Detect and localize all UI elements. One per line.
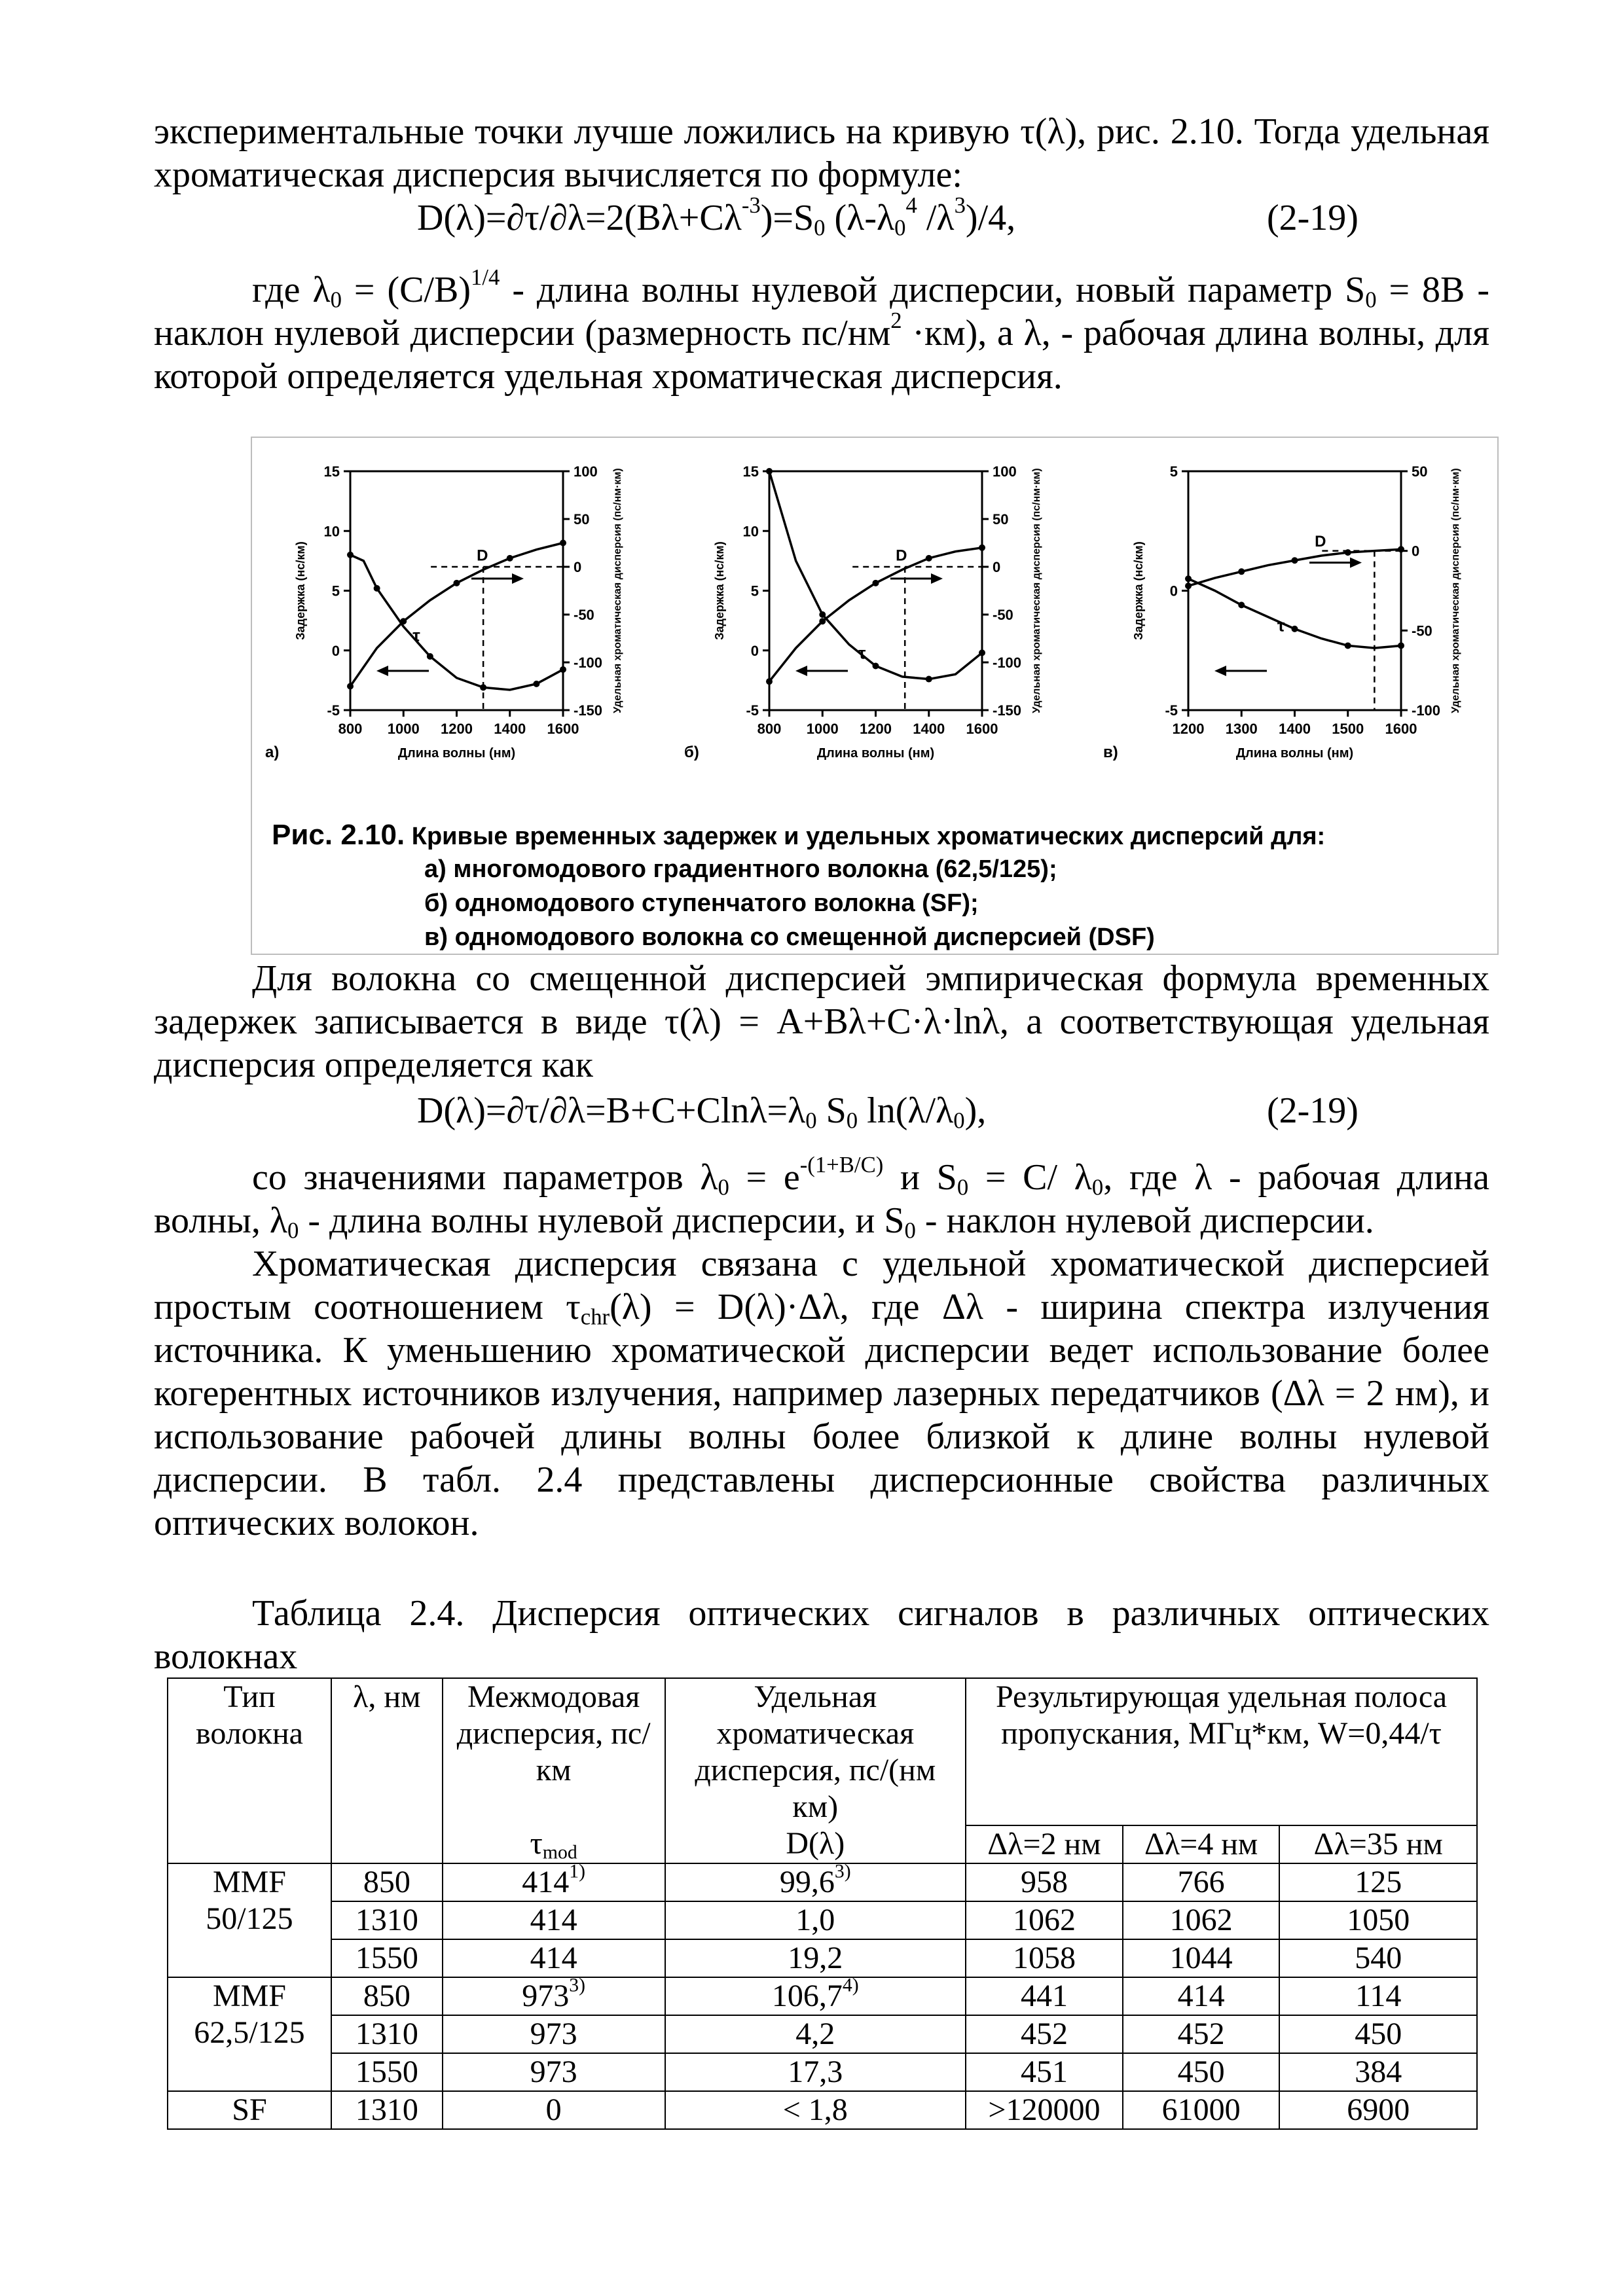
th-bandwidth: Результирующая удельная полоса пропускания, МГц*км, W=0,44/τ xyxy=(966,1678,1477,1825)
data-point xyxy=(560,666,566,673)
data-point xyxy=(979,545,985,551)
cell-w-2nm: 452 xyxy=(966,2015,1123,2053)
equation-2-19-a: $D(\lambda)=\partial\tau/\partial\lambda=2(B\lambda+C\lambda^{-3})=S_0$ ($\lambda-\lambda_0^4$ $/\lambda^3)/4$, xyxy=(417,192,1016,241)
cell-lambda: 1550 xyxy=(331,1939,443,1977)
left-tick-label: 10 xyxy=(323,523,340,540)
left-axis-label: Задержка (нс/км) xyxy=(294,541,307,640)
table-caption: Таблица 2.4. Дисперсия оптических сигналов в различных оптических волокнах xyxy=(154,1593,1489,1677)
arrow-right-head xyxy=(512,573,524,584)
left-axis-label: Задержка (нс/км) xyxy=(1132,541,1145,640)
paragraph-lambda0: где $\lambda_0 = (C/B)^{1/4}$ - длина волны нулевой дисперсии, новый параметр $S_0 = 8B$ - наклон нулевой дисперсии (размерность $пс/нм^2 \cdot км$), а λ, - рабочая длина волны, для которой определяется удельная хроматическая дисперсия. xyxy=(154,264,1489,397)
left-tick-label: 10 xyxy=(742,523,759,540)
cell-lambda: 1310 xyxy=(331,2091,443,2129)
x-tick-label: 1200 xyxy=(860,721,892,737)
cell-chromatic: < 1,8 xyxy=(665,2091,966,2129)
dispersion-table xyxy=(167,1677,1478,2130)
chart-svg-a xyxy=(262,458,655,785)
arrow-left-head xyxy=(376,666,388,676)
right-tick-label: 0 xyxy=(993,559,1001,575)
right-axis-label: Удельная хроматическая дисперсия (пс/нм·км) xyxy=(612,468,623,713)
x-tick-label: 1300 xyxy=(1225,721,1258,737)
series-line-dispersion xyxy=(769,548,982,681)
curve-label-d: D xyxy=(477,547,488,565)
panel-label: в) xyxy=(1103,744,1118,761)
left-tick-label: 5 xyxy=(1169,463,1178,480)
data-point xyxy=(926,676,932,683)
paragraph-chromatic: Хроматическая дисперсия связана с удельной хроматической дисперсией простым соотношением $\tau_{chr}(\lambda) = D(\lambda)\cdot\Delta\lambda$, где Δλ - ширина спектра излучения источника. К уменьшению хроматической дисперсии ведет использование более когерентных источников излучения, например лазерных передатчиков (Δλ = 2 нм), и использование рабочей длины волны более близкой к длине волны нулевой дисперсии. В табл. 2.4 представлены дисперсионные свойства различных оптических волокон. xyxy=(154,1244,1489,1543)
arrow-left-head xyxy=(795,666,807,676)
chart-panel-b xyxy=(681,458,1074,789)
curve-label-d: D xyxy=(1315,532,1326,550)
data-point xyxy=(819,611,826,618)
cell-w-35nm: 114 xyxy=(1279,1977,1477,2015)
cell-w-4nm: 1044 xyxy=(1123,1939,1280,1977)
x-axis-label: Длина волны (нм) xyxy=(397,746,516,761)
th-tau-mod: $\tau_{mod}$ xyxy=(443,1825,665,1863)
x-tick-label: 1000 xyxy=(387,721,420,737)
cell-w-35nm: 384 xyxy=(1279,2053,1477,2091)
right-tick-label: 50 xyxy=(574,511,590,528)
left-tick-label: -5 xyxy=(327,702,340,719)
data-point xyxy=(1185,575,1192,582)
curve-label-tau: τ xyxy=(1277,615,1285,636)
cell-fiber-type: SF xyxy=(168,2091,331,2129)
cell-chromatic: 17,3 xyxy=(665,2053,966,2091)
cell-w-35nm: 125 xyxy=(1279,1863,1477,1901)
right-tick-label: -100 xyxy=(993,655,1022,671)
table-row xyxy=(168,1863,1477,1901)
cell-w-2nm: 1062 xyxy=(966,1901,1123,1939)
cell-w-4nm: 766 xyxy=(1123,1863,1280,1901)
x-tick-label: 1600 xyxy=(1385,721,1417,737)
cell-w-2nm: 441 xyxy=(966,1977,1123,2015)
x-tick-label: 800 xyxy=(338,721,363,737)
arrow-right-head xyxy=(1350,558,1362,568)
cell-w-4nm: 450 xyxy=(1123,2053,1280,2091)
cell-w-2nm: 451 xyxy=(966,2053,1123,2091)
th-dl-2: Δλ=2 нм xyxy=(966,1825,1123,1863)
right-tick-label: 50 xyxy=(1412,463,1428,480)
right-tick-label: -100 xyxy=(1412,702,1441,719)
left-tick-label: -5 xyxy=(746,702,759,719)
cell-lambda: 1550 xyxy=(331,2053,443,2091)
cell-intermodal: 414$^{1)}$ xyxy=(443,1863,665,1901)
right-tick-label: 0 xyxy=(1412,543,1420,560)
data-point xyxy=(454,580,460,586)
right-tick-label: -50 xyxy=(993,607,1013,623)
chart-panel-c xyxy=(1100,458,1493,789)
x-tick-label: 1000 xyxy=(806,721,839,737)
data-point xyxy=(873,580,879,586)
left-tick-label: 0 xyxy=(331,642,340,659)
right-tick-label: 100 xyxy=(993,463,1017,480)
cell-chromatic: 19,2 xyxy=(665,1939,966,1977)
chart-panel-a xyxy=(262,458,655,789)
series-line-delay xyxy=(769,471,982,679)
cell-w-2nm: >120000 xyxy=(966,2091,1123,2129)
plot-area xyxy=(350,471,563,710)
cell-w-4nm: 1062 xyxy=(1123,1901,1280,1939)
data-point xyxy=(347,683,354,690)
data-point xyxy=(1292,557,1298,564)
paragraph-parameters: со значениями параметров $\lambda_0 = e^{-(1+B/C)}$ и $S_0 = C/$ $\lambda_0$, где λ - рабочая длина волны, $\lambda_0$ - длина волны нулевой дисперсии, и $S_0$ - наклон нулевой дисперсии. xyxy=(154,1151,1490,1244)
th-dl-4: Δλ=4 нм xyxy=(1123,1825,1280,1863)
table-row xyxy=(168,2091,1477,2129)
plot-area xyxy=(1188,471,1401,710)
cell-lambda: 1310 xyxy=(331,1901,443,1939)
right-tick-label: 100 xyxy=(574,463,598,480)
right-tick-label: -50 xyxy=(1412,622,1432,639)
cell-chromatic: 99,6$^{3)}$ xyxy=(665,1863,966,1901)
data-point xyxy=(560,540,566,547)
figure-caption-line-b: б) одномодового ступенчатого волокна (SF); xyxy=(424,889,979,917)
right-tick-label: -50 xyxy=(574,607,594,623)
series-line-delay xyxy=(1188,579,1401,648)
data-point xyxy=(1345,642,1351,649)
paragraph-dsf: Для волокна со смещенной дисперсией эмпирическая формула временных задержек записывается в виде τ(λ) = A+Bλ+C·λ·lnλ, а соответствующая удельная дисперсия определяется как xyxy=(154,958,1489,1085)
cell-chromatic: 1,0 xyxy=(665,1901,966,1939)
figure-caption-line-a: а) многомодового градиентного волокна (62,5/125); xyxy=(424,855,1057,883)
table-row xyxy=(168,1939,1477,1977)
arrow-left-head xyxy=(1214,666,1226,676)
cell-w-4nm: 61000 xyxy=(1123,2091,1280,2129)
data-point xyxy=(1185,583,1192,589)
th-d-lambda: D(λ) xyxy=(665,1825,966,1863)
panel-label: б) xyxy=(684,744,699,761)
x-tick-label: 1600 xyxy=(966,721,998,737)
right-tick-label: -100 xyxy=(574,655,603,671)
cell-fiber-type: MMF 50/125 xyxy=(168,1863,331,1977)
cell-intermodal: 414 xyxy=(443,1901,665,1939)
left-tick-label: 5 xyxy=(750,583,759,600)
table-row xyxy=(168,1977,1477,2015)
cell-w-35nm: 1050 xyxy=(1279,1901,1477,1939)
arrow-right-head xyxy=(931,573,943,584)
right-axis-label: Удельная хроматическая дисперсия (пс/нм·км) xyxy=(1450,468,1461,713)
th-type: Тип волокна xyxy=(168,1678,331,1863)
x-tick-label: 800 xyxy=(757,721,782,737)
table-body xyxy=(168,1860,1477,2129)
right-axis-label: Удельная хроматическая дисперсия (пс/нм·км) xyxy=(1031,468,1042,713)
cell-w-4nm: 414 xyxy=(1123,1977,1280,2015)
left-tick-label: 5 xyxy=(331,583,340,600)
cell-intermodal: 973 xyxy=(443,2015,665,2053)
data-point xyxy=(819,618,826,624)
data-point xyxy=(1292,626,1298,632)
panel-label: а) xyxy=(265,744,280,761)
equation-2-19-b: $D(\lambda)=\partial\tau/\partial\lambda=B+C+Cln\lambda=\lambda_0$ $S_0$ $\ln(\lambda/\lambda_0)$, xyxy=(417,1090,987,1134)
figure-caption: Рис. 2.10. Кривые временных задержек и удельных хроматических дисперсий для: xyxy=(272,819,1326,851)
left-tick-label: 15 xyxy=(323,463,340,480)
cell-w-35nm: 540 xyxy=(1279,1939,1477,1977)
cell-intermodal: 0 xyxy=(443,2091,665,2129)
cell-chromatic: 4,2 xyxy=(665,2015,966,2053)
cell-fiber-type: MMF 62,5/125 xyxy=(168,1977,331,2091)
left-axis-label: Задержка (нс/км) xyxy=(713,541,726,640)
chart-svg-b xyxy=(681,458,1074,785)
th-lambda: λ, нм xyxy=(331,1678,443,1863)
cell-lambda: 850 xyxy=(331,1977,443,2015)
series-line-dispersion xyxy=(350,543,563,687)
x-tick-label: 1200 xyxy=(1172,721,1205,737)
data-point xyxy=(1238,601,1245,608)
data-point xyxy=(766,678,773,685)
data-point xyxy=(507,555,513,562)
x-tick-label: 1200 xyxy=(441,721,473,737)
curve-label-tau: τ xyxy=(858,643,866,663)
left-tick-label: -5 xyxy=(1165,702,1178,719)
left-tick-label: 0 xyxy=(1169,583,1178,600)
curve-label-tau: τ xyxy=(412,625,420,645)
x-tick-label: 1400 xyxy=(913,721,945,737)
equation-number-2: (2-19) xyxy=(1267,1090,1359,1131)
cell-w-4nm: 452 xyxy=(1123,2015,1280,2053)
paragraph-intro: экспериментальные точки лучше ложились на кривую τ(λ), рис. 2.10. Тогда удельная хроматическая дисперсия вычисляется по формуле: xyxy=(154,111,1489,195)
cell-intermodal: 973 xyxy=(443,2053,665,2091)
data-point xyxy=(979,649,985,656)
series-line-dispersion xyxy=(1188,549,1401,586)
data-point xyxy=(873,662,879,669)
x-tick-label: 1400 xyxy=(1279,721,1311,737)
th-intermodal: Межмодовая дисперсия, пс/км xyxy=(443,1678,665,1825)
right-tick-label: 50 xyxy=(993,511,1009,528)
data-point xyxy=(926,555,932,562)
data-point xyxy=(427,653,433,660)
data-point xyxy=(1398,642,1404,649)
th-chromatic: Удельная хроматическая дисперсия, пс/(нм км) xyxy=(665,1678,966,1825)
cell-lambda: 850 xyxy=(331,1863,443,1901)
x-axis-label: Длина волны (нм) xyxy=(816,746,935,761)
data-point xyxy=(1238,568,1245,575)
th-dl-35: Δλ=35 нм xyxy=(1279,1825,1477,1863)
table-row xyxy=(168,2015,1477,2053)
figure-caption-line-c: в) одномодового волокна со смещенной дисперсией (DSF) xyxy=(424,924,1155,951)
table-row xyxy=(168,2053,1477,2091)
left-tick-label: 15 xyxy=(742,463,759,480)
cell-w-35nm: 450 xyxy=(1279,2015,1477,2053)
curve-label-d: D xyxy=(896,547,907,565)
data-point xyxy=(374,585,380,592)
cell-intermodal: 414 xyxy=(443,1939,665,1977)
cell-w-35nm: 6900 xyxy=(1279,2091,1477,2129)
table-row xyxy=(168,1901,1477,1939)
right-tick-label: -150 xyxy=(574,702,603,719)
equation-number-1: (2-19) xyxy=(1267,198,1359,238)
cell-chromatic: 106,7$^{4)}$ xyxy=(665,1977,966,2015)
x-tick-label: 1600 xyxy=(547,721,579,737)
data-point xyxy=(533,681,539,687)
left-tick-label: 0 xyxy=(750,642,759,659)
cell-intermodal: 973$^{3)}$ xyxy=(443,1977,665,2015)
x-tick-label: 1500 xyxy=(1332,721,1364,737)
data-point xyxy=(347,552,354,558)
chart-svg-c xyxy=(1100,458,1493,785)
right-tick-label: 0 xyxy=(574,559,582,575)
x-axis-label: Длина волны (нм) xyxy=(1235,746,1354,761)
data-point xyxy=(766,468,773,475)
cell-lambda: 1310 xyxy=(331,2015,443,2053)
cell-w-2nm: 1058 xyxy=(966,1939,1123,1977)
cell-w-2nm: 958 xyxy=(966,1863,1123,1901)
x-tick-label: 1400 xyxy=(494,721,526,737)
right-tick-label: -150 xyxy=(993,702,1022,719)
data-point xyxy=(400,618,407,624)
